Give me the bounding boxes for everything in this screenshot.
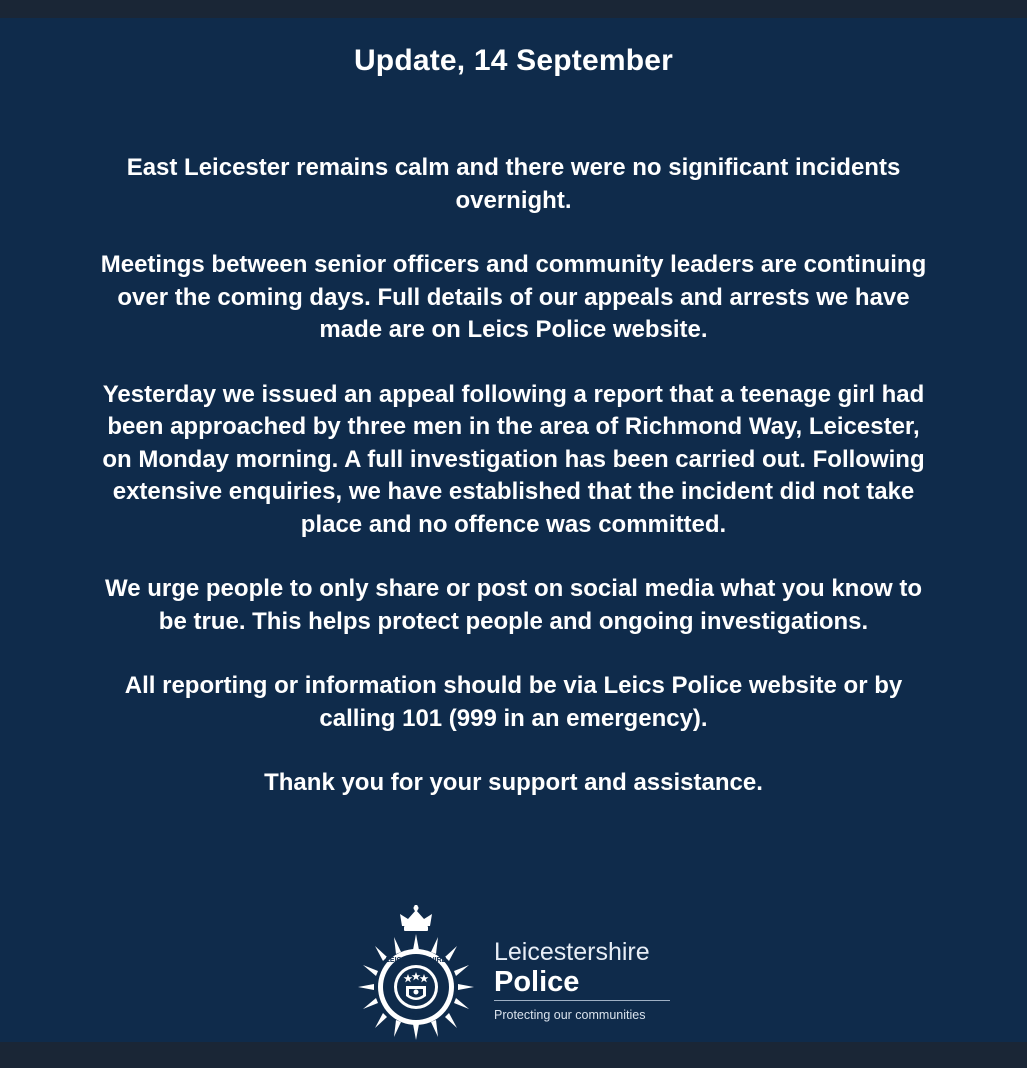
- top-frame-bar: [0, 0, 1027, 18]
- notice-paragraph: [24, 767, 1003, 800]
- notice-line: East Leicester remains calm and there were no significant incidents: [126, 154, 901, 181]
- leicestershire-police-logo: [356, 904, 676, 1044]
- notice-line: on Monday morning. A full investigation has been carried out. Following: [102, 445, 925, 473]
- notice-panel: [0, 18, 1027, 1042]
- notice-paragraph: [24, 379, 1003, 542]
- police-star-badge-icon: [356, 904, 476, 1044]
- notice-body: [24, 152, 1003, 832]
- badge-top-text: LEICESTERSHIRE: [385, 957, 447, 964]
- notice-paragraph: [24, 249, 1003, 347]
- notice-line: place and no offence was committed.: [300, 510, 727, 538]
- notice-line: extensive enquiries, we have established that the incident did not take: [112, 478, 915, 505]
- badge-bottom-text: POLICE: [404, 1013, 428, 1019]
- notice-line: over the coming days. Full details of our appeals and arrests we have: [117, 283, 910, 311]
- notice-line: overnight.: [455, 186, 572, 214]
- org-name-line1: Leicestershire: [494, 938, 650, 966]
- notice-paragraph: [24, 573, 1003, 638]
- bottom-frame-bar: [0, 1042, 1027, 1068]
- notice-line: All reporting or information should be via Leics Police website or by: [124, 672, 903, 699]
- notice-title: Update, 14 September: [353, 44, 674, 77]
- org-name-line2: Police: [494, 966, 580, 998]
- notice-line: calling 101 (999 in an emergency).: [319, 704, 708, 732]
- notice-line: made are on Leics Police website.: [319, 316, 708, 343]
- notice-paragraph: [24, 670, 1003, 735]
- notice-line: be true. This helps protect people and ongoing investigations.: [158, 607, 869, 635]
- notice-line: We urge people to only share or post on social media what you know to: [104, 575, 922, 602]
- notice-line: been approached by three men in the area of Richmond Way, Leicester,: [107, 413, 920, 440]
- notice-line: Thank you for your support and assistance.: [264, 769, 763, 796]
- notice-line: Yesterday we issued an appeal following a report that a teenage girl had: [102, 380, 925, 408]
- org-divider: [494, 1000, 670, 1001]
- org-tagline: Protecting our communities: [494, 1008, 646, 1022]
- notice-paragraph: [24, 152, 1003, 217]
- notice-line: Meetings between senior officers and community leaders are continuing: [100, 251, 927, 278]
